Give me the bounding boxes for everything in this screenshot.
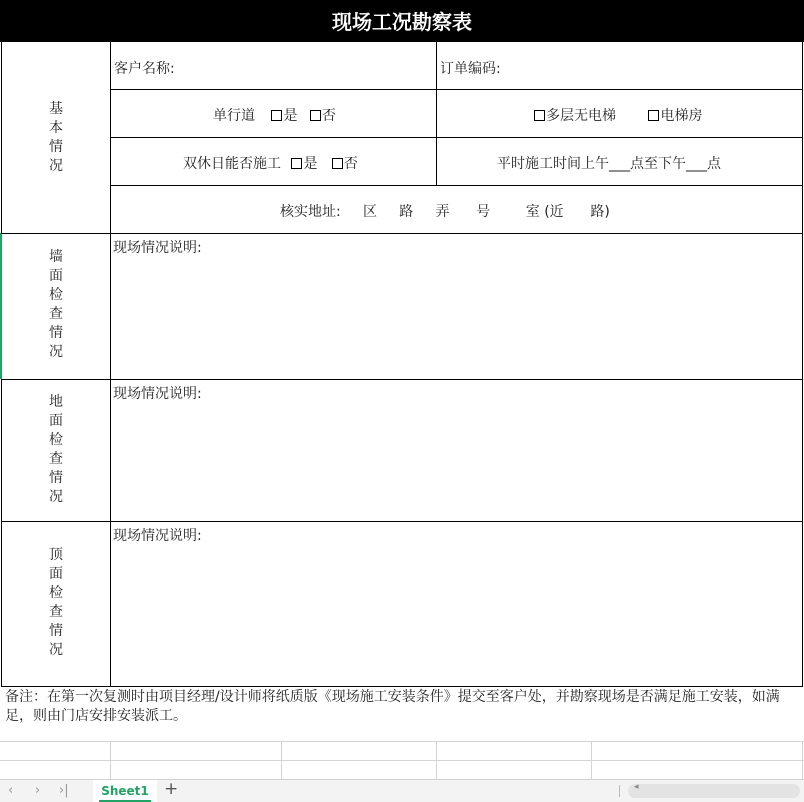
sheet-tab-sheet1[interactable]: Sheet1: [93, 780, 157, 802]
elevator-row: 多层无电梯 电梯房: [534, 105, 702, 125]
scroll-left-icon[interactable]: ◂: [634, 782, 639, 792]
scrollbar-divider: [619, 785, 620, 797]
address-field[interactable]: 核实地址: 区 路 弄 号 室 (近 路): [280, 204, 610, 220]
one-way-no-checkbox[interactable]: [310, 110, 321, 121]
add-sheet-icon[interactable]: +: [164, 779, 179, 799]
ceiling-note[interactable]: 现场情况说明:: [113, 528, 202, 544]
multi-floor-checkbox[interactable]: [534, 110, 545, 121]
selected-row-marker: [0, 233, 2, 379]
elevator-checkbox[interactable]: [648, 110, 659, 121]
last-sheet-icon[interactable]: ›|: [59, 783, 69, 798]
first-sheet-icon[interactable]: ‹: [8, 783, 14, 798]
wall-check-label: 墙 面 检 查 情 况: [49, 249, 63, 360]
ceiling-check-label: 顶 面 检 查 情 况: [49, 547, 63, 658]
label-column-divider: [110, 42, 111, 687]
weekend-yes-checkbox[interactable]: [291, 158, 302, 169]
weekend-row: 双休日能否施工 是 否: [183, 156, 358, 172]
prev-sheet-icon[interactable]: ›: [35, 783, 41, 798]
one-way-row: 单行道 是 否: [213, 108, 336, 124]
weekday-time-field[interactable]: 平时施工时间上午___点至下午___点: [497, 156, 721, 172]
horizontal-scrollbar[interactable]: [628, 784, 800, 798]
sheet-tab-bar: [0, 779, 804, 802]
form-title: 现场工况勘察表: [0, 0, 804, 42]
floor-note[interactable]: 现场情况说明:: [113, 386, 202, 402]
basic-column-divider: [436, 42, 437, 186]
remark-text: 备注：在第一次复测时由项目经理/设计师将纸质版《现场施工安装条件》提交至客户处，并勘察现场是否满足施工安装，如满足，则由门店安排安装派工。: [5, 689, 780, 724]
customer-name-field[interactable]: 客户名称:: [114, 61, 175, 77]
empty-cells[interactable]: [0, 741, 804, 779]
right-border: [802, 42, 803, 687]
basic-info-label: 基 本 情 况: [49, 101, 63, 174]
wall-note[interactable]: 现场情况说明:: [113, 240, 202, 256]
floor-check-label: 地 面 检 查 情 况: [49, 394, 63, 505]
weekend-no-checkbox[interactable]: [332, 158, 343, 169]
order-number-field[interactable]: 订单编码:: [440, 61, 501, 77]
one-way-yes-checkbox[interactable]: [271, 110, 282, 121]
